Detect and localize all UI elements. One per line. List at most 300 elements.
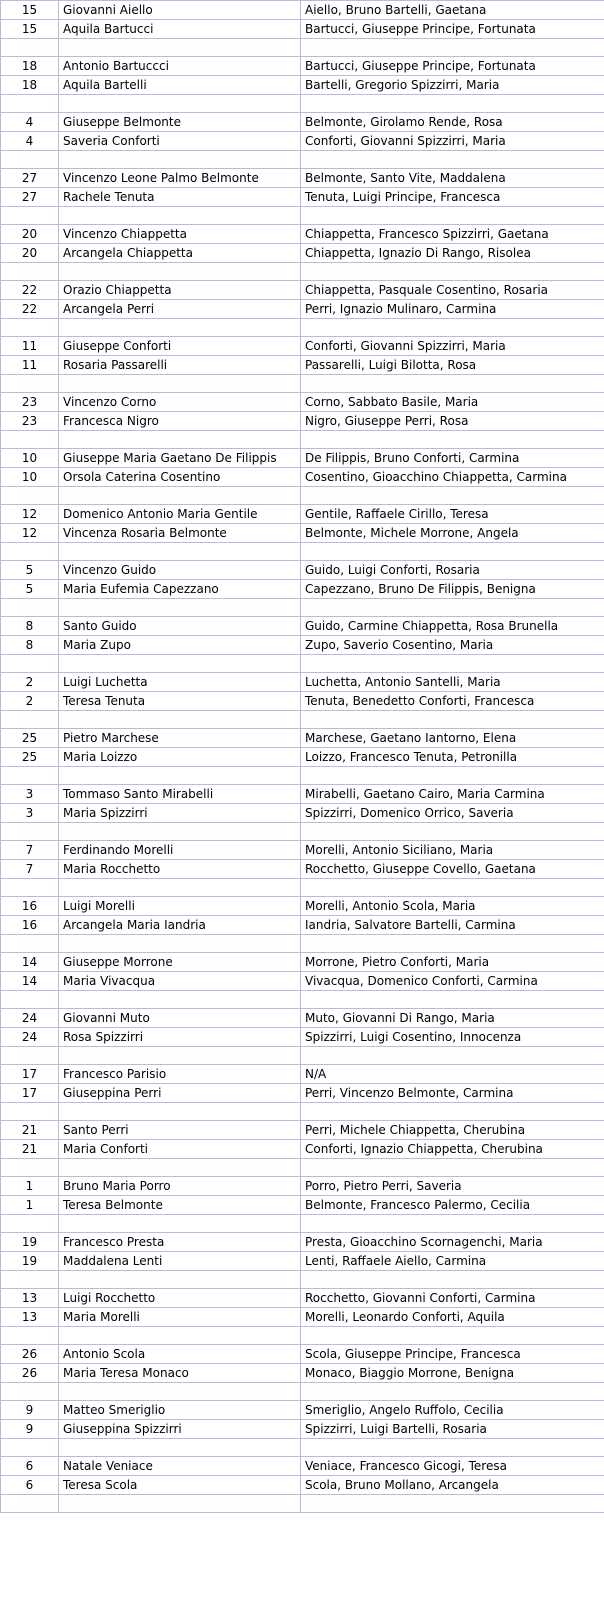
table-row [1,841,604,860]
table-row [1,748,604,767]
parents-cell[interactable] [301,263,604,281]
spouse-name-cell[interactable]: Teresa Tenuta [59,692,301,711]
record-number-cell[interactable]: 24 [1,1028,59,1047]
record-number-cell[interactable] [1,655,59,673]
spouse-name-cell[interactable]: Ferdinando Morelli [59,841,301,860]
parents-cell[interactable] [301,1215,604,1233]
record-number-cell[interactable]: 16 [1,897,59,916]
parents-cell[interactable] [301,1383,604,1401]
record-number-cell[interactable] [1,1383,59,1401]
parents-cell[interactable]: Scola, Giuseppe Principe, Francesca [301,1345,604,1364]
spouse-name-cell[interactable] [59,1383,301,1401]
parents-cell[interactable] [301,319,604,337]
parents-cell[interactable] [301,95,604,113]
record-number-cell[interactable]: 1 [1,1177,59,1196]
parents-cell[interactable]: Belmonte, Girolamo Rende, Rosa [301,113,604,132]
spouse-name-cell[interactable] [59,991,301,1009]
table-row [1,1196,604,1215]
spouse-name-cell[interactable]: Vincenza Rosaria Belmonte [59,524,301,543]
blank-separator-row [1,319,604,337]
spouse-name-cell[interactable] [59,1215,301,1233]
record-number-cell[interactable]: 6 [1,1476,59,1495]
parents-cell[interactable]: Spizzirri, Luigi Cosentino, Innocenza [301,1028,604,1047]
parents-cell[interactable]: Gentile, Raffaele Cirillo, Teresa [301,505,604,524]
record-number-cell[interactable]: 9 [1,1401,59,1420]
record-number-cell[interactable] [1,151,59,169]
record-number-cell[interactable]: 20 [1,244,59,263]
record-number-cell[interactable]: 1 [1,1196,59,1215]
record-number-cell[interactable]: 14 [1,953,59,972]
record-number-cell[interactable] [1,991,59,1009]
table-row [1,785,604,804]
parents-cell[interactable]: Porro, Pietro Perri, Saveria [301,1177,604,1196]
parents-cell[interactable]: Perri, Ignazio Mulinaro, Carmina [301,300,604,319]
record-number-cell[interactable]: 26 [1,1345,59,1364]
record-number-cell[interactable]: 25 [1,729,59,748]
spouse-name-cell[interactable]: Teresa Scola [59,1476,301,1495]
parents-cell[interactable] [301,879,604,897]
parents-cell[interactable]: Guido, Carmine Chiappetta, Rosa Brunella [301,617,604,636]
parents-cell[interactable]: Smeriglio, Angelo Ruffolo, Cecilia [301,1401,604,1420]
table-row [1,580,604,599]
spouse-name-cell[interactable]: Pietro Marchese [59,729,301,748]
spouse-name-cell[interactable]: Maria Conforti [59,1140,301,1159]
spouse-name-cell[interactable] [59,431,301,449]
parents-cell[interactable]: Chiappetta, Francesco Spizzirri, Gaetana [301,225,604,244]
parents-cell[interactable]: Spizzirri, Domenico Orrico, Saveria [301,804,604,823]
table-row [1,1252,604,1271]
record-number-cell[interactable] [1,487,59,505]
parents-cell[interactable]: De Filippis, Bruno Conforti, Carmina [301,449,604,468]
record-number-cell[interactable]: 6 [1,1457,59,1476]
spouse-name-cell[interactable] [59,655,301,673]
parents-cell[interactable] [301,1271,604,1289]
parents-cell[interactable]: Capezzano, Bruno De Filippis, Benigna [301,580,604,599]
parents-cell[interactable]: Morelli, Leonardo Conforti, Aquila [301,1308,604,1327]
parents-cell[interactable]: Tenuta, Benedetto Conforti, Francesca [301,692,604,711]
parents-cell[interactable]: Zupo, Saverio Cosentino, Maria [301,636,604,655]
table-row [1,281,604,300]
table-row [1,300,604,319]
spouse-name-cell[interactable]: Maria Rocchetto [59,860,301,879]
parents-cell[interactable]: Perri, Vincenzo Belmonte, Carmina [301,1084,604,1103]
record-number-cell[interactable] [1,1271,59,1289]
parents-cell[interactable]: Conforti, Ignazio Chiappetta, Cherubina [301,1140,604,1159]
record-number-cell[interactable] [1,767,59,785]
table-row [1,1420,604,1439]
table-row [1,188,604,207]
spouse-name-cell[interactable]: Maria Zupo [59,636,301,655]
spouse-name-cell[interactable]: Orsola Caterina Cosentino [59,468,301,487]
table-row [1,617,604,636]
spouse-name-cell[interactable]: Santo Guido [59,617,301,636]
record-number-cell[interactable]: 13 [1,1308,59,1327]
spouse-name-cell[interactable]: Rosaria Passarelli [59,356,301,375]
record-number-cell[interactable]: 12 [1,524,59,543]
record-number-cell[interactable] [1,39,59,57]
record-number-cell[interactable] [1,375,59,393]
table-row [1,468,604,487]
table-row [1,860,604,879]
parents-cell[interactable] [301,543,604,561]
spouse-name-cell[interactable]: Santo Perri [59,1121,301,1140]
table-row [1,1345,604,1364]
table-row [1,692,604,711]
spouse-name-cell[interactable]: Giuseppe Maria Gaetano De Filippis [59,449,301,468]
record-number-cell[interactable]: 20 [1,225,59,244]
spouse-name-cell[interactable]: Antonio Scola [59,1345,301,1364]
parents-cell[interactable]: Rocchetto, Giovanni Conforti, Carmina [301,1289,604,1308]
record-number-cell[interactable] [1,823,59,841]
table-row [1,132,604,151]
record-number-cell[interactable]: 26 [1,1364,59,1383]
record-number-cell[interactable]: 13 [1,1289,59,1308]
spouse-name-cell[interactable]: Giuseppe Conforti [59,337,301,356]
record-number-cell[interactable] [1,1159,59,1177]
spouse-name-cell[interactable]: Maria Morelli [59,1308,301,1327]
spouse-name-cell[interactable] [59,487,301,505]
parents-cell[interactable] [301,1103,604,1121]
record-number-cell[interactable]: 16 [1,916,59,935]
record-number-cell[interactable]: 7 [1,860,59,879]
spouse-name-cell[interactable]: Francesco Parisio [59,1065,301,1084]
parents-cell[interactable]: Cosentino, Gioacchino Chiappetta, Carmina [301,468,604,487]
parents-cell[interactable]: Guido, Luigi Conforti, Rosaria [301,561,604,580]
table-row [1,57,604,76]
blank-separator-row [1,39,604,57]
record-number-cell[interactable]: 18 [1,76,59,95]
record-number-cell[interactable]: 7 [1,841,59,860]
blank-separator-row [1,991,604,1009]
record-number-cell[interactable]: 15 [1,20,59,39]
table-row [1,1233,604,1252]
record-number-cell[interactable] [1,207,59,225]
record-number-cell[interactable] [1,431,59,449]
record-number-cell[interactable]: 10 [1,449,59,468]
parents-cell[interactable]: Passarelli, Luigi Bilotta, Rosa [301,356,604,375]
spouse-name-cell[interactable] [59,319,301,337]
record-number-cell[interactable]: 10 [1,468,59,487]
record-number-cell[interactable] [1,1327,59,1345]
blank-separator-row [1,1271,604,1289]
spouse-name-cell[interactable]: Tommaso Santo Mirabelli [59,785,301,804]
table-row [1,1177,604,1196]
parents-cell[interactable] [301,711,604,729]
table-row [1,1457,604,1476]
spouse-name-cell[interactable]: Teresa Belmonte [59,1196,301,1215]
spouse-name-cell[interactable] [59,95,301,113]
spouse-name-cell[interactable]: Aquila Bartelli [59,76,301,95]
blank-separator-row [1,767,604,785]
blank-separator-row [1,823,604,841]
parents-cell[interactable]: Mirabelli, Gaetano Cairo, Maria Carmina [301,785,604,804]
table-row [1,636,604,655]
record-number-cell[interactable] [1,1439,59,1457]
parents-cell[interactable]: Iandria, Salvatore Bartelli, Carmina [301,916,604,935]
parents-cell[interactable]: Perri, Michele Chiappetta, Cherubina [301,1121,604,1140]
parents-cell[interactable]: Conforti, Giovanni Spizzirri, Maria [301,132,604,151]
spouse-name-cell[interactable] [59,151,301,169]
table-row [1,393,604,412]
spouse-name-cell[interactable]: Rachele Tenuta [59,188,301,207]
spouse-name-cell[interactable]: Bruno Maria Porro [59,1177,301,1196]
record-number-cell[interactable] [1,263,59,281]
spouse-name-cell[interactable] [59,39,301,57]
table-row [1,1289,604,1308]
parents-cell[interactable]: Nigro, Giuseppe Perri, Rosa [301,412,604,431]
parents-cell[interactable] [301,991,604,1009]
spouse-name-cell[interactable] [59,375,301,393]
record-number-cell[interactable] [1,711,59,729]
blank-separator-row [1,1047,604,1065]
record-number-cell[interactable] [1,1495,59,1513]
parents-cell[interactable]: Bartucci, Giuseppe Principe, Fortunata [301,20,604,39]
spouse-name-cell[interactable]: Vincenzo Leone Palmo Belmonte [59,169,301,188]
parents-cell[interactable]: Bartelli, Gregorio Spizzirri, Maria [301,76,604,95]
spouse-name-cell[interactable] [59,1047,301,1065]
parents-cell[interactable]: Muto, Giovanni Di Rango, Maria [301,1009,604,1028]
parents-cell[interactable] [301,487,604,505]
spouse-name-cell[interactable]: Francesca Nigro [59,412,301,431]
parents-cell[interactable] [301,1047,604,1065]
record-number-cell[interactable]: 19 [1,1252,59,1271]
blank-separator-row [1,879,604,897]
record-number-cell[interactable]: 12 [1,505,59,524]
spouse-name-cell[interactable] [59,1159,301,1177]
table-row [1,524,604,543]
parents-cell[interactable]: Lenti, Raffaele Aiello, Carmina [301,1252,604,1271]
record-number-cell[interactable] [1,543,59,561]
parents-cell[interactable]: Morelli, Antonio Siciliano, Maria [301,841,604,860]
record-number-cell[interactable]: 22 [1,281,59,300]
spouse-name-cell[interactable] [59,879,301,897]
record-number-cell[interactable]: 5 [1,561,59,580]
record-number-cell[interactable]: 11 [1,337,59,356]
blank-separator-row [1,263,604,281]
record-number-cell[interactable]: 8 [1,636,59,655]
record-number-cell[interactable] [1,1103,59,1121]
spouse-name-cell[interactable] [59,1439,301,1457]
record-number-cell[interactable]: 27 [1,169,59,188]
spouse-name-cell[interactable]: Domenico Antonio Maria Gentile [59,505,301,524]
spouse-name-cell[interactable]: Giuseppina Spizzirri [59,1420,301,1439]
blank-separator-row [1,1159,604,1177]
spouse-name-cell[interactable] [59,263,301,281]
spouse-name-cell[interactable] [59,599,301,617]
record-number-cell[interactable]: 5 [1,580,59,599]
blank-separator-row [1,1327,604,1345]
record-number-cell[interactable]: 23 [1,393,59,412]
record-number-cell[interactable]: 27 [1,188,59,207]
spouse-name-cell[interactable]: Giuseppina Perri [59,1084,301,1103]
parents-cell[interactable] [301,1495,604,1513]
blank-separator-row [1,1439,604,1457]
blank-separator-row [1,207,604,225]
parents-cell[interactable]: Marchese, Gaetano Iantorno, Elena [301,729,604,748]
spouse-name-cell[interactable]: Giovanni Aiello [59,1,301,20]
blank-separator-row [1,375,604,393]
record-number-cell[interactable]: 3 [1,785,59,804]
spouse-name-cell[interactable]: Matteo Smeriglio [59,1401,301,1420]
table-row [1,1308,604,1327]
spouse-name-cell[interactable]: Maria Vivacqua [59,972,301,991]
record-number-cell[interactable]: 8 [1,617,59,636]
spouse-name-cell[interactable] [59,823,301,841]
table-row [1,897,604,916]
table-row [1,804,604,823]
spouse-name-cell[interactable]: Antonio Bartuccci [59,57,301,76]
record-number-cell[interactable]: 2 [1,673,59,692]
spouse-name-cell[interactable] [59,767,301,785]
record-number-cell[interactable] [1,935,59,953]
spouse-name-cell[interactable] [59,935,301,953]
spouse-name-cell[interactable]: Aquila Bartucci [59,20,301,39]
table-row [1,1364,604,1383]
spouse-name-cell[interactable]: Vincenzo Corno [59,393,301,412]
record-number-cell[interactable]: 14 [1,972,59,991]
spouse-name-cell[interactable]: Luigi Luchetta [59,673,301,692]
record-number-cell[interactable]: 4 [1,113,59,132]
record-number-cell[interactable]: 24 [1,1009,59,1028]
parents-cell[interactable]: Tenuta, Luigi Principe, Francesca [301,188,604,207]
blank-separator-row [1,711,604,729]
parents-cell[interactable]: Morrone, Pietro Conforti, Maria [301,953,604,972]
parents-cell[interactable]: Rocchetto, Giuseppe Covello, Gaetana [301,860,604,879]
parents-cell[interactable]: Conforti, Giovanni Spizzirri, Maria [301,337,604,356]
parents-cell[interactable]: Chiappetta, Ignazio Di Rango, Risolea [301,244,604,263]
parents-cell[interactable] [301,599,604,617]
spouse-name-cell[interactable]: Maria Spizzirri [59,804,301,823]
record-number-cell[interactable] [1,599,59,617]
parents-cell[interactable] [301,1327,604,1345]
spouse-name-cell[interactable]: Giuseppe Belmonte [59,113,301,132]
spouse-name-cell[interactable]: Arcangela Maria Iandria [59,916,301,935]
spouse-name-cell[interactable]: Maria Teresa Monaco [59,1364,301,1383]
parents-cell[interactable]: Monaco, Biaggio Morrone, Benigna [301,1364,604,1383]
spouse-name-cell[interactable] [59,1103,301,1121]
record-number-cell[interactable]: 9 [1,1420,59,1439]
table-row [1,1,604,20]
record-number-cell[interactable]: 4 [1,132,59,151]
record-number-cell[interactable]: 18 [1,57,59,76]
spouse-name-cell[interactable]: Arcangela Perri [59,300,301,319]
spouse-name-cell[interactable]: Saveria Conforti [59,132,301,151]
parents-cell[interactable]: Vivacqua, Domenico Conforti, Carmina [301,972,604,991]
spouse-name-cell[interactable]: Giovanni Muto [59,1009,301,1028]
record-number-cell[interactable] [1,319,59,337]
parents-cell[interactable] [301,39,604,57]
spouse-name-cell[interactable] [59,1271,301,1289]
table-row [1,1121,604,1140]
spouse-name-cell[interactable]: Maria Loizzo [59,748,301,767]
record-number-cell[interactable]: 11 [1,356,59,375]
spouse-name-cell[interactable]: Vincenzo Chiappetta [59,225,301,244]
parents-cell[interactable]: Corno, Sabbato Basile, Maria [301,393,604,412]
record-number-cell[interactable] [1,1215,59,1233]
parents-cell[interactable] [301,151,604,169]
blank-separator-row [1,1103,604,1121]
blank-separator-row [1,1383,604,1401]
spouse-name-cell[interactable]: Giuseppe Morrone [59,953,301,972]
parents-cell[interactable] [301,823,604,841]
parents-cell[interactable] [301,655,604,673]
record-number-cell[interactable]: 17 [1,1065,59,1084]
record-number-cell[interactable]: 22 [1,300,59,319]
table-row [1,1009,604,1028]
record-number-cell[interactable]: 15 [1,1,59,20]
table-row [1,1401,604,1420]
spouse-name-cell[interactable]: Luigi Rocchetto [59,1289,301,1308]
record-number-cell[interactable]: 25 [1,748,59,767]
parents-cell[interactable]: Morelli, Antonio Scola, Maria [301,897,604,916]
spouse-name-cell[interactable]: Luigi Morelli [59,897,301,916]
record-number-cell[interactable]: 21 [1,1121,59,1140]
parents-cell[interactable] [301,207,604,225]
record-number-cell[interactable] [1,879,59,897]
spouse-name-cell[interactable]: Natale Veniace [59,1457,301,1476]
record-number-cell[interactable]: 21 [1,1140,59,1159]
spouse-name-cell[interactable]: Francesco Presta [59,1233,301,1252]
spouse-name-cell[interactable]: Maddalena Lenti [59,1252,301,1271]
spouse-name-cell[interactable] [59,1327,301,1345]
spouse-name-cell[interactable]: Rosa Spizzirri [59,1028,301,1047]
parents-cell[interactable] [301,375,604,393]
table-row [1,169,604,188]
parents-cell[interactable] [301,1159,604,1177]
table-row [1,225,604,244]
record-number-cell[interactable]: 23 [1,412,59,431]
record-number-cell[interactable]: 17 [1,1084,59,1103]
parents-cell[interactable] [301,935,604,953]
table-row [1,76,604,95]
parents-cell[interactable]: Belmonte, Francesco Palermo, Cecilia [301,1196,604,1215]
parents-cell[interactable]: Belmonte, Santo Vite, Maddalena [301,169,604,188]
parents-cell[interactable]: Presta, Gioacchino Scornagenchi, Maria [301,1233,604,1252]
table-body [1,1,604,1513]
parents-cell[interactable]: Loizzo, Francesco Tenuta, Petronilla [301,748,604,767]
spouse-name-cell[interactable]: Arcangela Chiappetta [59,244,301,263]
spouse-name-cell[interactable] [59,711,301,729]
table-row [1,1476,604,1495]
spouse-name-cell[interactable]: Maria Eufemia Capezzano [59,580,301,599]
record-number-cell[interactable] [1,1047,59,1065]
blank-separator-row [1,1215,604,1233]
spouse-name-cell[interactable]: Orazio Chiappetta [59,281,301,300]
parents-cell[interactable] [301,1439,604,1457]
parents-cell[interactable] [301,431,604,449]
spouse-name-cell[interactable] [59,543,301,561]
parents-cell[interactable]: Aiello, Bruno Bartelli, Gaetana [301,1,604,20]
parents-cell[interactable]: Bartucci, Giuseppe Principe, Fortunata [301,57,604,76]
record-number-cell[interactable]: 3 [1,804,59,823]
spouse-name-cell[interactable]: Vincenzo Guido [59,561,301,580]
parents-cell[interactable] [301,767,604,785]
parents-cell[interactable]: Belmonte, Michele Morrone, Angela [301,524,604,543]
spouse-name-cell[interactable] [59,207,301,225]
parents-cell[interactable]: Spizzirri, Luigi Bartelli, Rosaria [301,1420,604,1439]
blank-separator-row [1,431,604,449]
parents-cell[interactable]: Luchetta, Antonio Santelli, Maria [301,673,604,692]
record-number-cell[interactable]: 2 [1,692,59,711]
blank-separator-row [1,1495,604,1513]
record-number-cell[interactable] [1,95,59,113]
parents-cell[interactable]: Chiappetta, Pasquale Cosentino, Rosaria [301,281,604,300]
record-number-cell[interactable]: 19 [1,1233,59,1252]
spouse-name-cell[interactable] [59,1495,301,1513]
parents-cell[interactable]: Scola, Bruno Mollano, Arcangela [301,1476,604,1495]
parents-cell[interactable]: N/A [301,1065,604,1084]
parents-cell[interactable]: Veniace, Francesco Gicogi, Teresa [301,1457,604,1476]
